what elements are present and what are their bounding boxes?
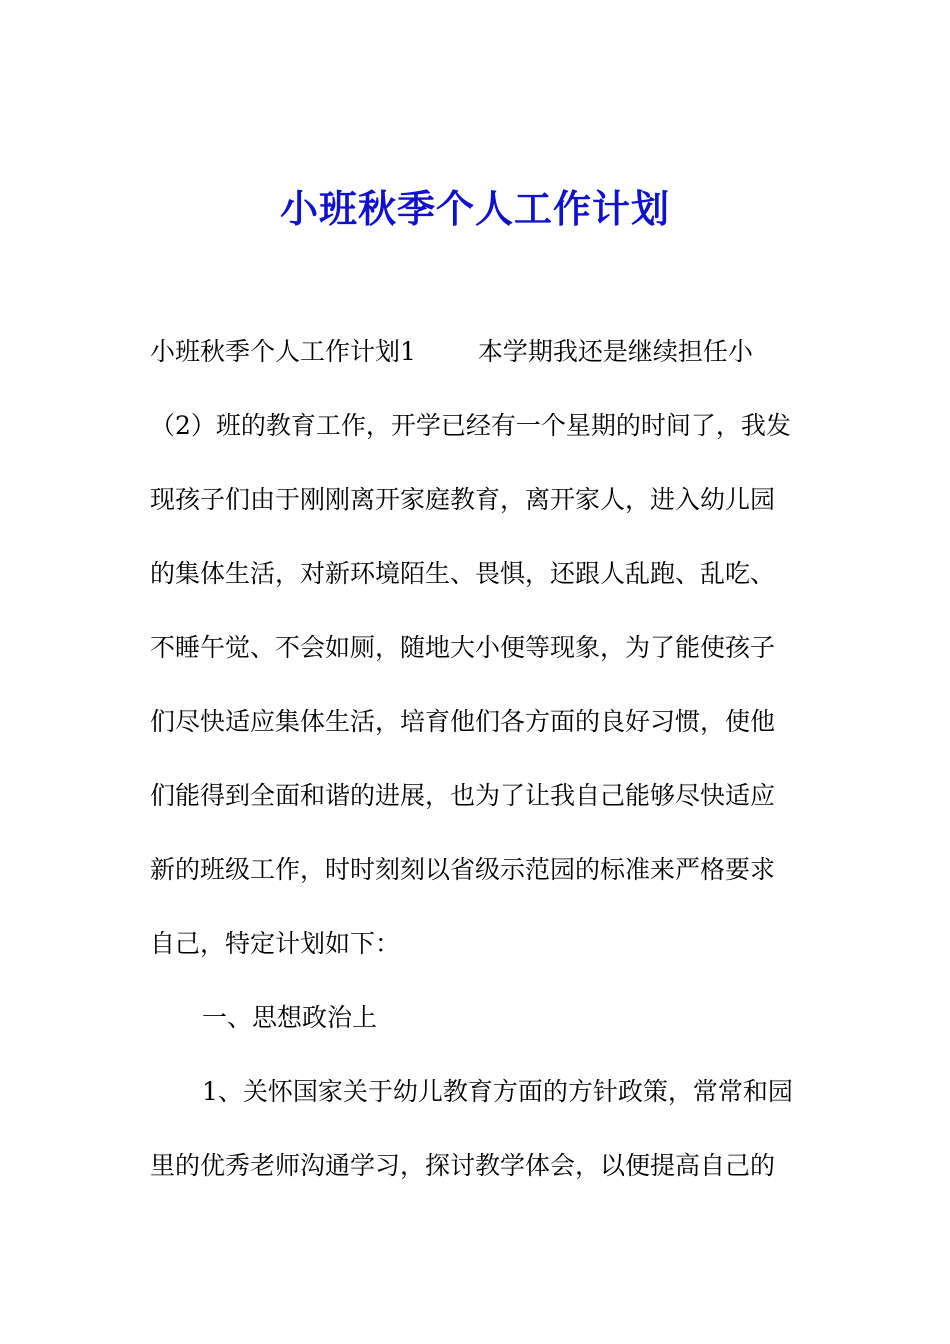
section-heading: 一、思想政治上 bbox=[202, 1003, 378, 1032]
document-body bbox=[150, 332, 810, 1220]
paragraph-line: 不睡午觉、不会如厕，随地大小便等现象，为了能使孩子 bbox=[150, 633, 776, 662]
paragraph-line: 新的班级工作，时时刻刻以省级示范园的标准来严格要求 bbox=[150, 855, 776, 884]
document-title: 小班秋季个人工作计划 bbox=[279, 186, 670, 231]
paragraph-line: 自己，特定计划如下： bbox=[150, 929, 401, 958]
paragraph-line bbox=[150, 332, 810, 406]
paragraph-line: 的集体生活，对新环境陌生、畏惧，还跟人乱跑、乱吃、 bbox=[150, 559, 776, 588]
inline-heading: 小班秋季个人工作计划1 bbox=[150, 337, 416, 366]
paragraph-text: 本学期我还是继续担任小 bbox=[477, 337, 753, 366]
paragraph-line: 们能得到全面和谐的进展，也为了让我自己能够尽快适应 bbox=[150, 781, 776, 810]
paragraph-line: （2）班的教育工作，开学已经有一个星期的时间了，我发 bbox=[150, 411, 791, 440]
list-item-line: 1、关怀国家关于幼儿教育方面的方针政策，常常和园 bbox=[202, 1077, 793, 1106]
paragraph-line: 们尽快适应集体生活，培育他们各方面的良好习惯，使他 bbox=[150, 707, 776, 736]
paragraph-line: 现孩子们由于刚刚离开家庭教育，离开家人，进入幼儿园 bbox=[150, 485, 776, 514]
list-item-line: 里的优秀老师沟通学习，探讨教学体会，以便提高自己的 bbox=[150, 1151, 776, 1180]
